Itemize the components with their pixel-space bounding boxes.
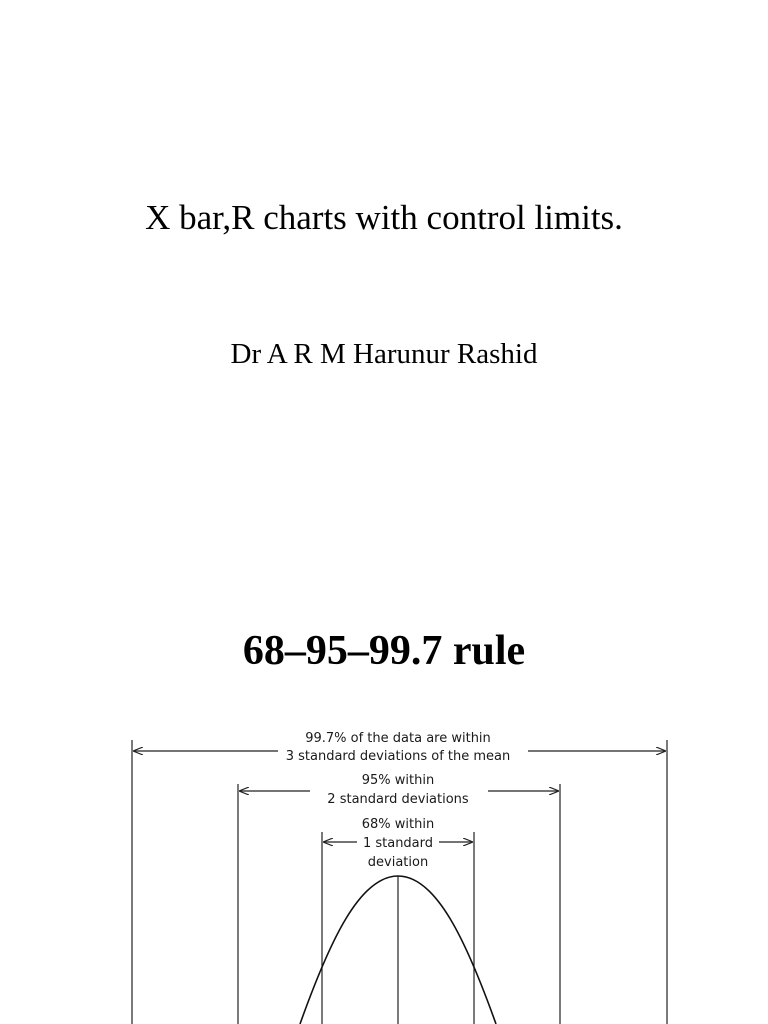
- sd1-label-line1: 68% within: [361, 817, 435, 832]
- slide-title: X bar,R charts with control limits.: [145, 198, 623, 237]
- sd2-label-line2: 2 standard deviations: [327, 792, 469, 807]
- rule-heading: 68–95–99.7 rule: [242, 628, 526, 674]
- normal-distribution-diagram: [0, 700, 768, 1024]
- sd1-label-line2: 1 standard: [362, 836, 434, 851]
- sd3-label-line1: 99.7% of the data are within: [305, 731, 491, 746]
- sd2-label-line1: 95% within: [361, 773, 435, 788]
- sd3-label-line2: 3 standard deviations of the mean: [285, 749, 511, 764]
- sd1-label-line3: deviation: [367, 855, 429, 870]
- slide-author: Dr A R M Harunur Rashid: [230, 338, 538, 370]
